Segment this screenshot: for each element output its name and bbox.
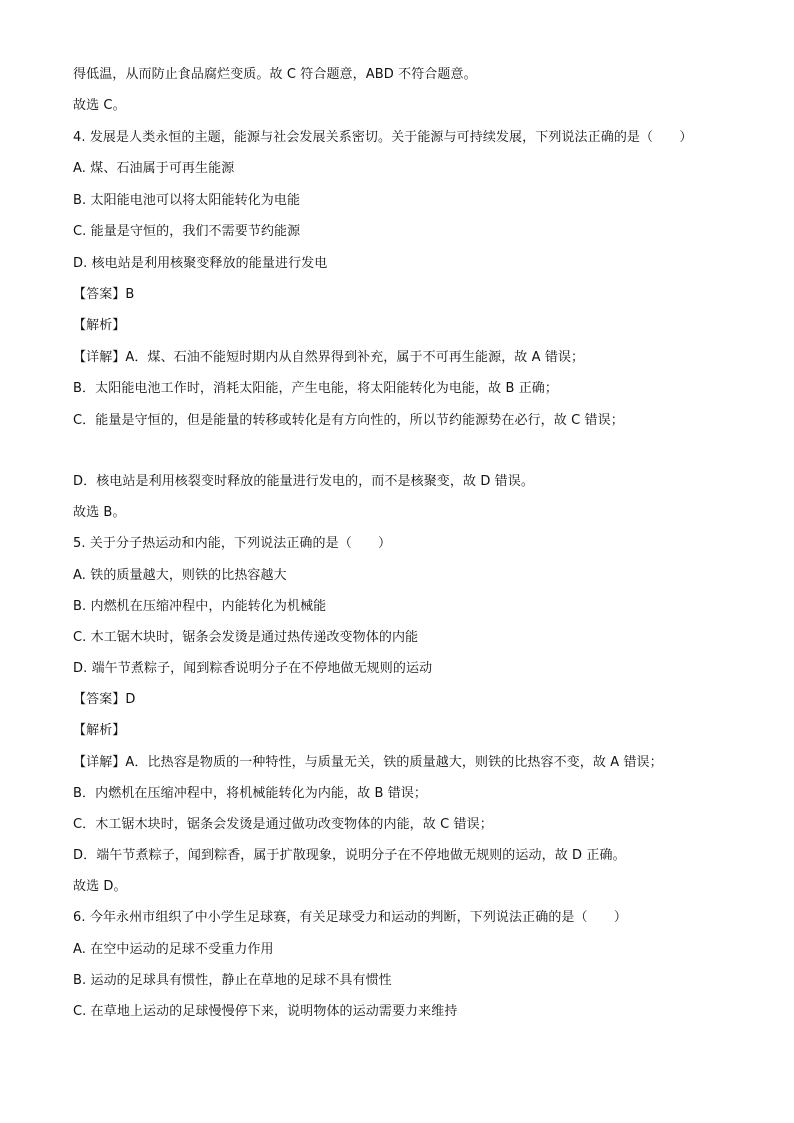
question-4-option-d: D. 核电站是利用核聚变释放的能量进行发电 bbox=[73, 256, 328, 271]
question-4-detail-a: 【详解】A．煤、石油不能短时期内从自然界得到补充，属于不可再生能源，故 A 错误； bbox=[73, 350, 585, 365]
question-5-stem: 5. 关于分子热运动和内能，下列说法正确的是（ ） bbox=[73, 536, 392, 551]
question-5-detail-d: D．端午节煮粽子，闻到粽香，属于扩散现象，说明分子在不停地做无规则的运动，故 D 正确。 bbox=[73, 848, 626, 863]
question-4-detail-c: C．能量是守恒的，但是能量的转移或转化是有方向性的，所以节约能源势在必行，故 C 错误； bbox=[73, 413, 624, 428]
question-4-analysis-heading: 【解析】 bbox=[73, 318, 126, 333]
text-line: 得低温，从而防止食品腐烂变质。故 C 符合题意，ABD 不符合题意。 bbox=[73, 67, 477, 82]
question-5-detail-a: 【详解】A．比热容是物质的一种特性，与质量无关，铁的质量越大，则铁的比热容不变，故 A 错误； bbox=[73, 755, 663, 770]
question-5-option-d: D. 端午节煮粽子，闻到粽香说明分子在不停地做无规则的运动 bbox=[73, 661, 433, 676]
question-5-option-a: A. 铁的质量越大，则铁的比热容越大 bbox=[73, 568, 287, 583]
question-5-answer: 【答案】D bbox=[73, 692, 136, 707]
question-6-option-a: A. 在空中运动的足球不受重力作用 bbox=[73, 942, 274, 957]
question-6-stem: 6. 今年永州市组织了中小学生足球赛，有关足球受力和运动的判断，下列说法正确的是（ ） bbox=[73, 910, 627, 925]
question-4-detail-d: D．核电站是利用核裂变时释放的能量进行发电的，而不是核聚变，故 D 错误。 bbox=[73, 474, 534, 489]
question-6-option-b: B. 运动的足球具有惯性，静止在草地的足球不具有惯性 bbox=[73, 973, 392, 988]
question-4-option-c: C. 能量是守恒的，我们不需要节约能源 bbox=[73, 224, 301, 239]
text-line: 故选 C。 bbox=[73, 98, 126, 113]
question-5-analysis-heading: 【解析】 bbox=[73, 723, 126, 738]
question-5-detail-c: C．木工锯木块时，锯条会发烫是通过做功改变物体的内能，故 C 错误； bbox=[73, 817, 493, 832]
question-5-detail-b: B．内燃机在压缩冲程中，将机械能转化为内能，故 B 错误； bbox=[73, 786, 428, 801]
question-5-option-b: B. 内燃机在压缩冲程中，内能转化为机械能 bbox=[73, 599, 327, 614]
question-5-choice: 故选 D。 bbox=[73, 879, 127, 894]
question-4-stem: 4. 发展是人类永恒的主题，能源与社会发展关系密切。关于能源与可持续发展，下列说法正确的是（ ） bbox=[73, 130, 693, 145]
question-4-detail-b: B．太阳能电池工作时，消耗太阳能，产生电能，将太阳能转化为电能，故 B 正确； bbox=[73, 381, 559, 396]
question-4-answer: 【答案】B bbox=[73, 287, 135, 302]
question-4-option-a: A. 煤、石油属于可再生能源 bbox=[73, 161, 235, 176]
question-6-option-c: C. 在草地上运动的足球慢慢停下来，说明物体的运动需要力来维持 bbox=[73, 1004, 458, 1019]
question-5-option-c: C. 木工锯木块时，锯条会发烫是通过热传递改变物体的内能 bbox=[73, 630, 419, 645]
question-4-option-b: B. 太阳能电池可以将太阳能转化为电能 bbox=[73, 193, 301, 208]
question-4-choice: 故选 B。 bbox=[73, 505, 126, 520]
